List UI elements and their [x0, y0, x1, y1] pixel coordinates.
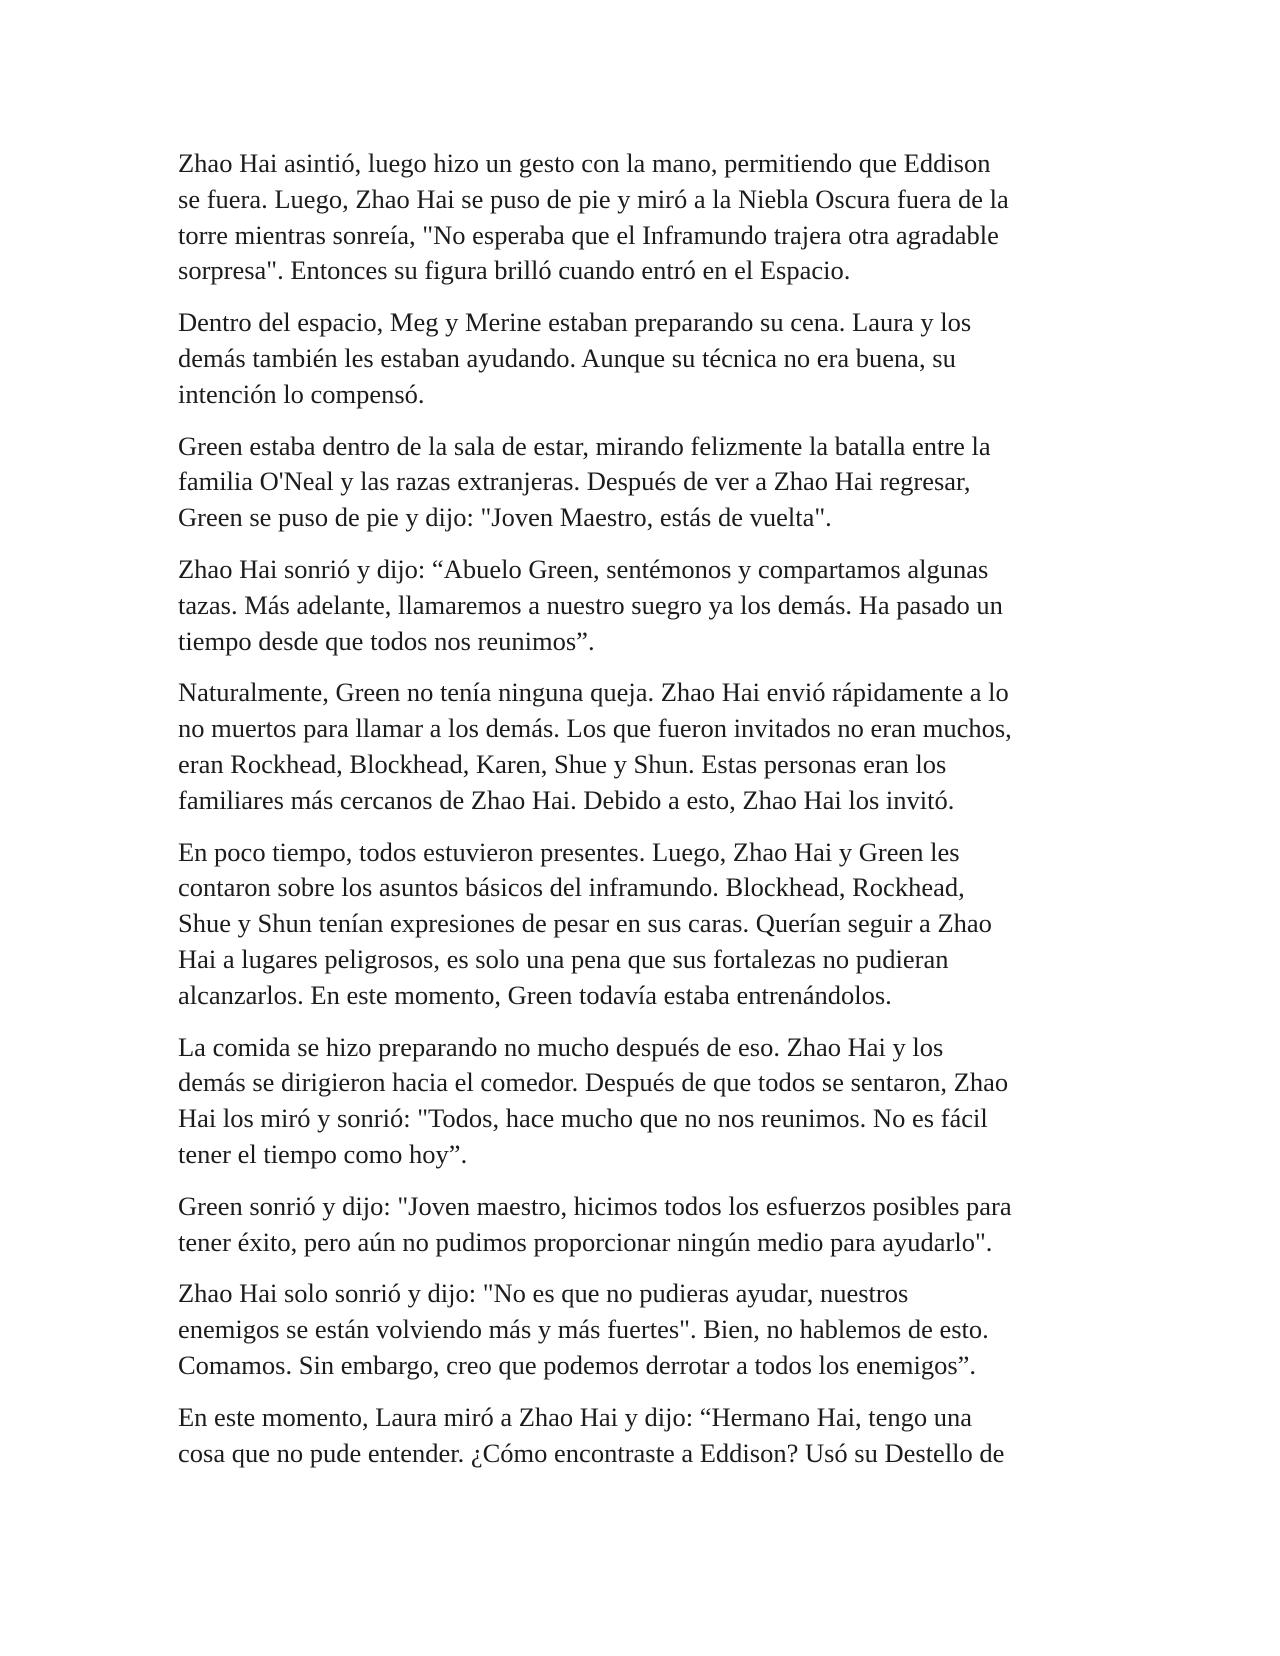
paragraph [178, 675, 1100, 818]
text-line: En poco tiempo, todos estuvieron presentes. Luego, Zhao Hai y Green les [178, 836, 960, 867]
text-line: sorpresa". Entonces su figura brilló cuando entró en el Espacio. [178, 255, 851, 286]
paragraph [178, 1400, 1100, 1472]
paragraph [178, 1276, 1100, 1383]
text-line: tiempo desde que todos nos reunimos”. [178, 625, 595, 656]
text-line: familiares más cercanos de Zhao Hai. Debido a esto, Zhao Hai los invitó. [178, 784, 955, 815]
text-line: familia O'Neal y las razas extranjeras. Después de ver a Zhao Hai regresar, [178, 466, 971, 497]
text-line: Zhao Hai asintió, luego hizo un gesto con la mano, permitiendo que Eddison [178, 148, 991, 178]
text-line: Comamos. Sin embargo, creo que podemos derrotar a todos los enemigos”. [178, 1349, 977, 1380]
paragraph [178, 1030, 1100, 1173]
paragraph [178, 1189, 1100, 1261]
text-line: Hai a lugares peligrosos, es solo una pena que sus fortalezas no pudieran [178, 943, 949, 974]
text-line: se fuera. Luego, Zhao Hai se puso de pie y miró a la Niebla Oscura fuera de la [178, 183, 1009, 214]
text-line: La comida se hizo preparando no mucho después de eso. Zhao Hai y los [178, 1031, 944, 1062]
text-line: enemigos se están volviendo más y más fuertes". Bien, no hablemos de esto. [178, 1314, 989, 1345]
document-body [178, 146, 1100, 1487]
text-line: no muertos para llamar a los demás. Los que fueron invitados no eran muchos, [178, 713, 1012, 744]
text-line: Dentro del espacio, Meg y Merine estaban preparando su cena. Laura y los [178, 307, 972, 338]
text-line: Green estaba dentro de la sala de estar, mirando felizmente la batalla entre la [178, 430, 991, 461]
text-line: intención lo compensó. [178, 378, 425, 409]
text-line: Zhao Hai sonrió y dijo: “Abuelo Green, sentémonos y compartamos algunas [178, 553, 989, 584]
text-line: alcanzarlos. En este momento, Green todavía estaba entrenándolos. [178, 979, 892, 1010]
text-line: Zhao Hai solo sonrió y dijo: "No es que no pudieras ayudar, nuestros [178, 1278, 909, 1309]
text-line: tener éxito, pero aún no pudimos proporcionar ningún medio para ayudarlo". [178, 1226, 993, 1257]
text-line: demás también les estaban ayudando. Aunque su técnica no era buena, su [178, 342, 956, 373]
paragraph [178, 305, 1100, 412]
text-line: demás se dirigieron hacia el comedor. Después de que todos se sentaron, Zhao [178, 1067, 1009, 1098]
text-line: Green se puso de pie y dijo: "Joven Maestro, estás de vuelta". [178, 502, 832, 533]
text-line: torre mientras sonreía, "No esperaba que el Inframundo trajera otra agradable [178, 219, 999, 250]
text-line: Shue y Shun tenían expresiones de pesar en sus caras. Querían seguir a Zhao [178, 908, 992, 939]
text-line: En este momento, Laura miró a Zhao Hai y dijo: “Hermano Hai, tengo una [178, 1401, 973, 1432]
text-line: tazas. Más adelante, llamaremos a nuestro suegro ya los demás. Ha pasado un [178, 589, 1003, 620]
text-line: eran Rockhead, Blockhead, Karen, Shue y Shun. Estas personas eran los [178, 748, 947, 779]
text-line: cosa que no pude entender. ¿Cómo encontraste a Eddison? Usó su Destello de [178, 1437, 1005, 1468]
paragraph [178, 429, 1100, 536]
text-line: tener el tiempo como hoy”. [178, 1138, 468, 1169]
text-line: contaron sobre los asuntos básicos del inframundo. Blockhead, Rockhead, [178, 872, 965, 903]
paragraph [178, 146, 1100, 289]
paragraph [178, 552, 1100, 659]
paragraph [178, 835, 1100, 1014]
text-line: Hai los miró y sonrió: "Todos, hace mucho que no nos reunimos. No es fácil [178, 1103, 988, 1134]
text-line: Green sonrió y dijo: "Joven maestro, hicimos todos los esfuerzos posibles para [178, 1190, 1012, 1221]
text-line: Naturalmente, Green no tenía ninguna queja. Zhao Hai envió rápidamente a lo [178, 677, 1009, 708]
